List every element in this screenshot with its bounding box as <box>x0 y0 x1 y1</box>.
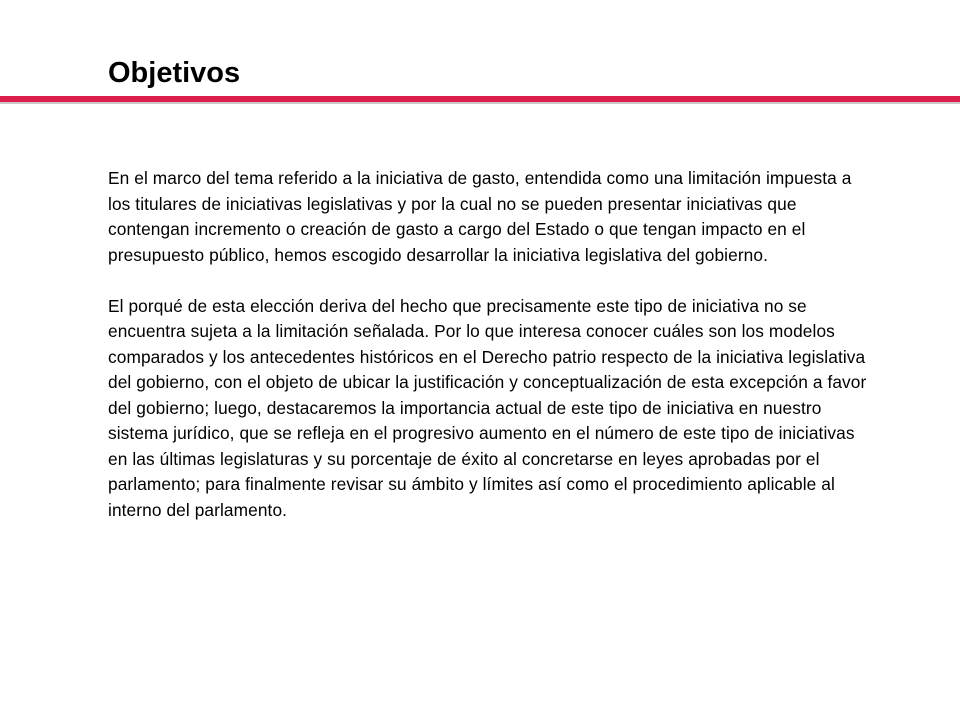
paragraph: El porqué de esta elección deriva del hecho que precisamente este tipo de iniciativa no se encuentra sujeta a la limitación señalada. Por lo que interesa conocer cuáles son los modelos comparados y los antecedentes históricos en el Derecho patrio respecto de la iniciativa legislativa del gobierno, con el objeto de ubicar la justificación y conceptualización de esta excepción a favor del gobierno; luego, destacaremos la importancia actual de este tipo de iniciativa en nuestro sistema jurídico, que se refleja en el progresivo aumento en el número de este tipo de iniciativas en las últimas legislaturas y su porcentaje de éxito al concretarse en leyes aprobadas por el parlamento; para finalmente revisar su ámbito y límites así como el procedimiento aplicable al interno del parlamento. <box>108 295 867 520</box>
slide-title: Objetivos <box>108 57 241 89</box>
paragraph: En el marco del tema referido a la iniciativa de gasto, entendida como una limitación impuesta a los titulares de iniciativas legislativas y por la cual no se pueden presentar iniciativas que contengan incremento o creación de gasto a cargo del Estado o que tengan impacto en el presupuesto público, hemos escogido desarrollar la iniciativa legislativa del gobierno. <box>108 168 852 265</box>
title-underline-shadow <box>0 102 960 104</box>
slide-body <box>108 166 868 523</box>
